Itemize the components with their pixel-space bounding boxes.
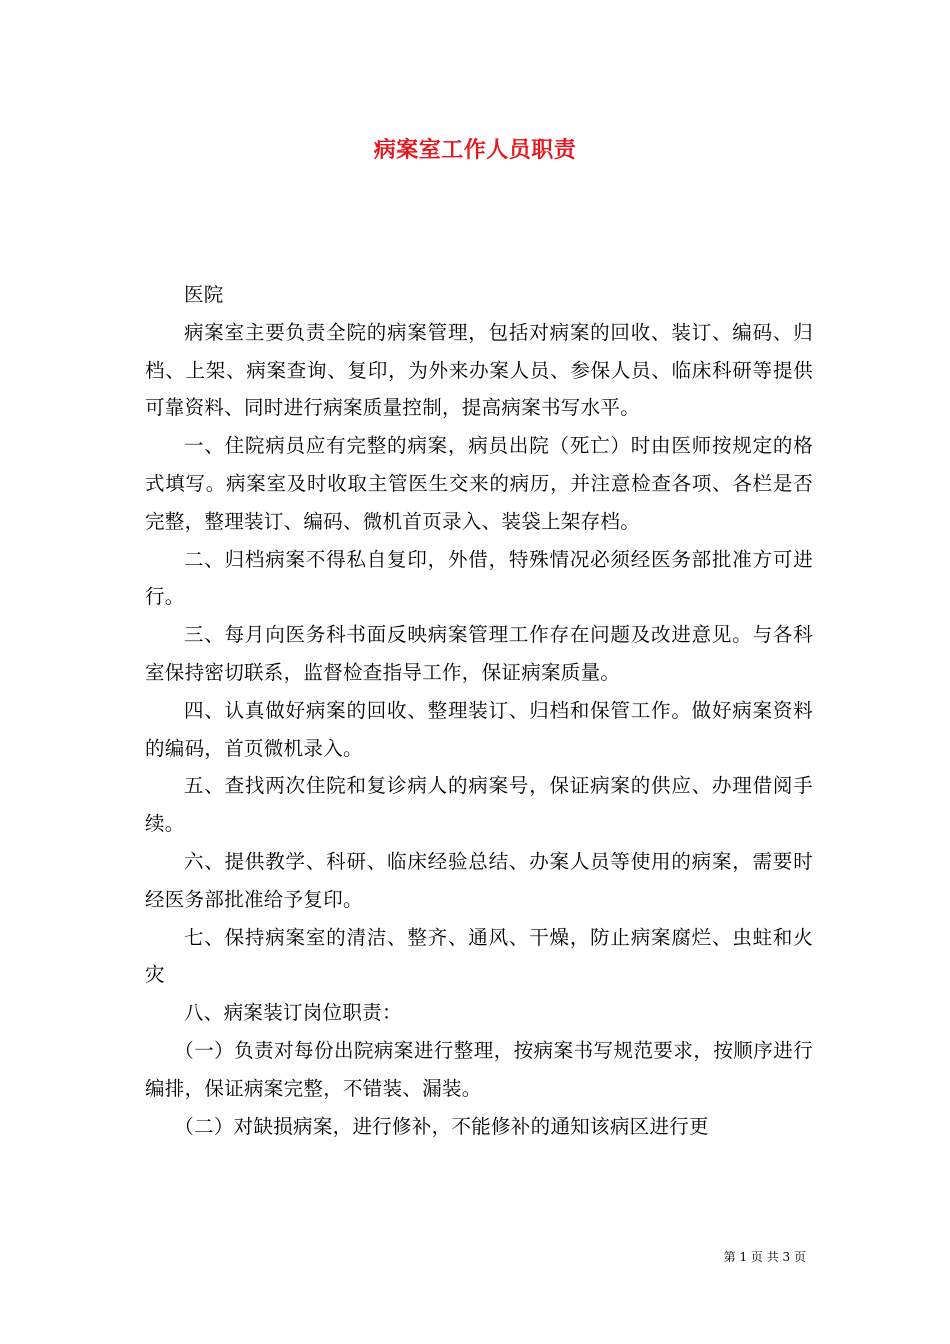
document-title: 病案室工作人员职责 <box>373 137 577 163</box>
page-number-footer: 第 1 页 共 3 页 <box>723 1250 806 1264</box>
paragraph-item-6: 六、提供教学、科研、临床经验总结、办案人员等使用的病案，需要时经医务部批准给予复印。 <box>145 849 813 911</box>
paragraph-item-1: 一、住院病员应有完整的病案，病员出院（死亡）时由医师按规定的格式填写。病案室及时收取主管医生交来的病历，并注意检查各项、各栏是否完整，整理装订、编码、微机首页录入、装袋上架存档。 <box>145 434 813 533</box>
paragraph-item-5: 五、查找两次住院和复诊病人的病案号，保证病案的供应、办理借阅手续。 <box>145 774 813 836</box>
paragraph-sub-2: （二）对缺损病案，进行修补，不能修补的通知该病区进行更 <box>174 1114 709 1138</box>
paragraph-item-8: 八、病案装订岗位职责： <box>184 1001 402 1025</box>
paragraph-item-2: 二、归档病案不得私自复印，外借，特殊情况必须经医务部批准方可进行。 <box>145 547 813 609</box>
paragraph-item-7: 七、保持病案室的清洁、整齐、通风、干燥，防止病案腐烂、虫蛀和火灾 <box>145 925 813 987</box>
paragraph-intro: 病案室主要负责全院的病案管理，包括对病案的回收、装订、编码、归档、上架、病案查询、复印，为外来办案人员、参保人员、临床科研等提供可靠资料、同时进行病案质量控制，提高病案书写水平。 <box>145 320 813 420</box>
paragraph-sub-1: （一）负责对每份出院病案进行整理，按病案书写规范要求，按顺序进行编排，保证病案完整，不错装、漏装。 <box>145 1038 813 1100</box>
paragraph-item-3: 三、每月向医务科书面反映病案管理工作存在问题及改进意见。与各科室保持密切联系，监督检查指导工作，保证病案质量。 <box>145 623 813 684</box>
paragraph-hospital: 医院 <box>184 283 224 306</box>
paragraph-item-4: 四、认真做好病案的回收、整理装订、归档和保管工作。做好病案资料的编码，首页微机录入。 <box>145 698 813 760</box>
document-body <box>145 276 813 1145</box>
